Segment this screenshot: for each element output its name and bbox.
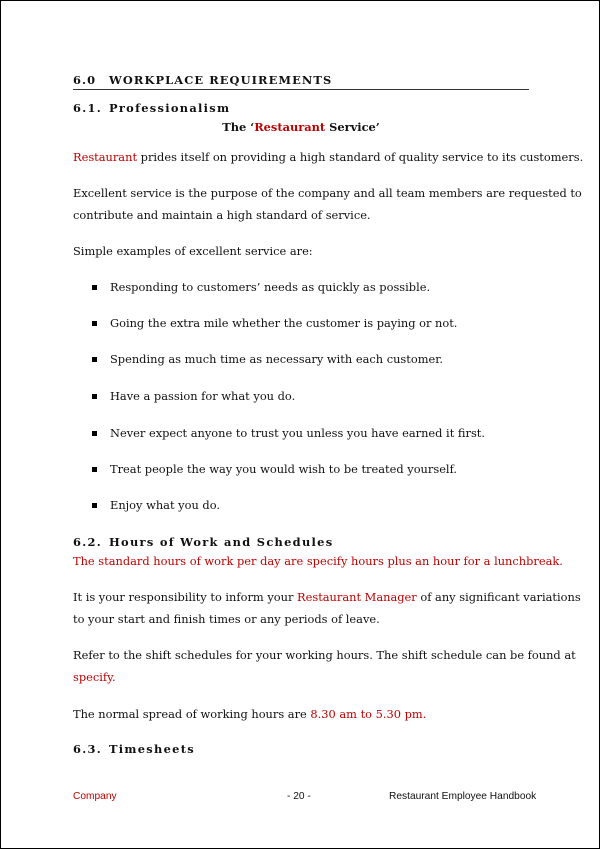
schedule-line-1: Refer to the shift schedules for your working hours. The shift schedule can be found at — [73, 648, 576, 662]
excellent-line-2: contribute and maintain a high standard of service. — [73, 208, 371, 222]
excellent-line-1: Excellent service is the purpose of the company and all team members are requested to — [73, 186, 582, 200]
professionalism-heading — [73, 101, 230, 115]
footer-company: Company — [73, 791, 117, 802]
service-title-prefix: The ‘ — [222, 120, 255, 134]
footer-page-number: - 20 - — [287, 791, 311, 802]
timesheets-number: 6.3. — [73, 742, 102, 756]
list-item-text: Never expect anyone to trust you unless you have earned it first. — [110, 426, 485, 440]
spread-paragraph — [73, 707, 426, 721]
list-item-text: Going the extra mile whether the customer is paying or not. — [110, 316, 458, 330]
section-rule — [73, 89, 529, 90]
service-title-company: Restaurant — [254, 120, 326, 134]
bullet-icon — [92, 321, 97, 326]
intro-text: prides itself on providing a high standard of quality service to its customers. — [137, 150, 584, 164]
bullet-icon — [92, 394, 97, 399]
intro-company: Restaurant — [73, 150, 138, 164]
list-item-text: Responding to customers’ needs as quickly as possible. — [110, 280, 431, 294]
section-title: WORKPLACE REQUIREMENTS — [109, 73, 333, 87]
responsibility-line-2: to your start and finish times or any periods of leave. — [73, 612, 380, 626]
section-heading — [73, 73, 332, 87]
hours-number: 6.2. — [73, 535, 102, 549]
professionalism-number: 6.1. — [73, 101, 102, 115]
timesheets-heading — [73, 742, 195, 756]
bullet-icon — [92, 431, 97, 436]
schedule-specify: specify. — [73, 670, 116, 684]
bullet-icon — [92, 467, 97, 472]
responsibility-pre: It is your responsibility to inform your — [73, 590, 298, 604]
hours-title: Hours of Work and Schedules — [109, 535, 334, 549]
list-item-text: Treat people the way you would wish to be treated yourself. — [110, 462, 458, 476]
timesheets-title: Timesheets — [109, 742, 195, 756]
list-item-text: Have a passion for what you do. — [110, 389, 296, 403]
section-number: 6.0 — [73, 73, 97, 87]
footer-handbook-title: Restaurant Employee Handbook — [389, 791, 537, 802]
professionalism-title: Professionalism — [109, 101, 231, 115]
service-title — [73, 120, 529, 134]
service-title-suffix: Service’ — [325, 120, 380, 134]
list-item-text: Spending as much time as necessary with each customer. — [110, 352, 444, 366]
standard-hours: The standard hours of work per day are specify hours plus an hour for a lunchbreak. — [73, 554, 563, 568]
bullet-icon — [92, 285, 97, 290]
intro-paragraph — [73, 150, 583, 164]
spread-time: 8.30 am to 5.30 pm. — [310, 707, 427, 721]
responsibility-manager: Restaurant Manager — [297, 590, 417, 604]
responsibility-post: of any significant variations — [416, 590, 581, 604]
examples-intro: Simple examples of excellent service are: — [73, 244, 313, 258]
bullet-icon — [92, 357, 97, 362]
hours-heading — [73, 535, 333, 549]
list-item-text: Enjoy what you do. — [110, 498, 220, 512]
responsibility-line-1 — [73, 590, 581, 604]
spread-pre: The normal spread of working hours are — [73, 707, 311, 721]
bullet-icon — [92, 503, 97, 508]
